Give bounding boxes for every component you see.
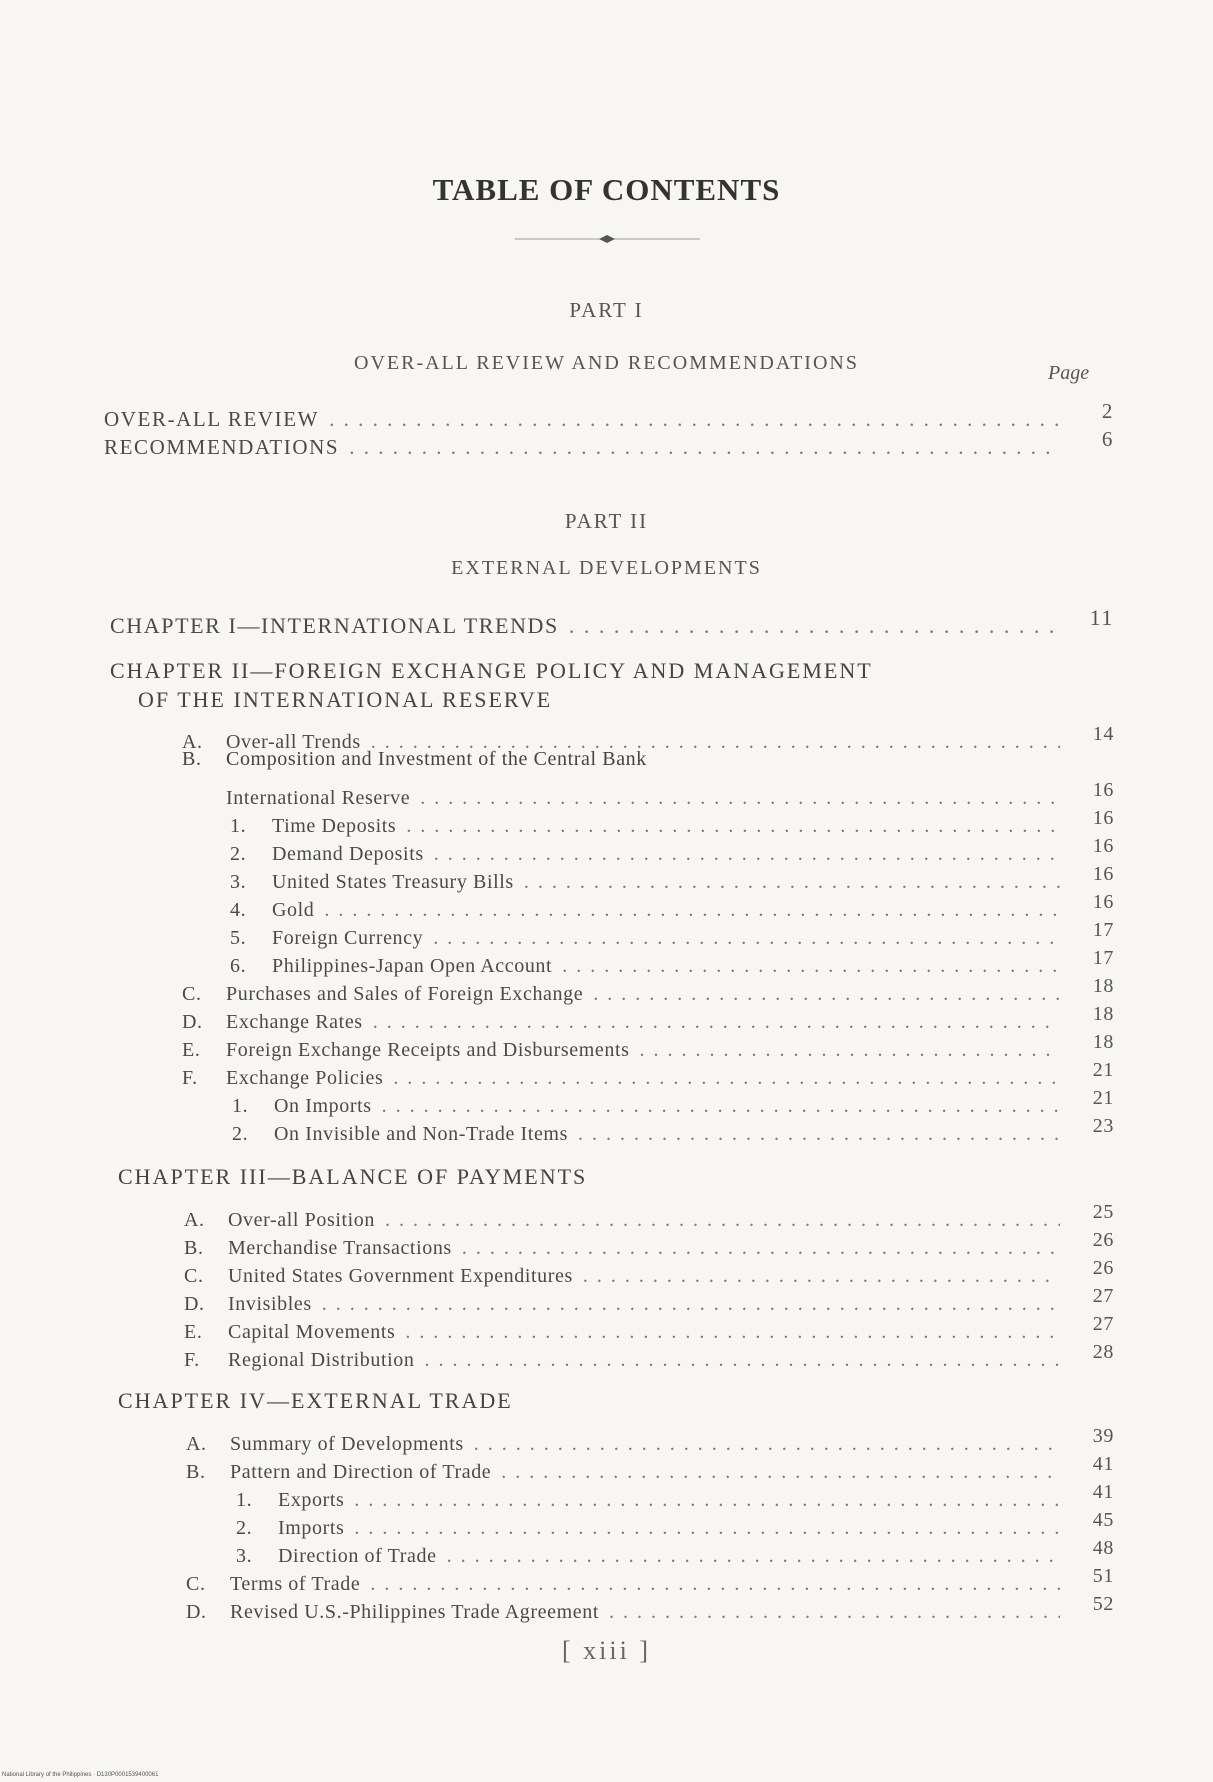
toc-subentry: 2. Demand Deposits . . . 16 <box>230 838 1114 866</box>
part1-label: PART I <box>569 298 644 322</box>
toc-subentry: 4. Gold . . . 16 <box>230 894 1114 922</box>
entry-title: RECOMMENDATIONS <box>104 435 340 459</box>
toc-entry: International Reserve . . . 16 <box>226 782 1114 810</box>
toc-subentry: 3. Direction of Trade . . . 48 <box>236 1540 1114 1568</box>
ornament-divider <box>515 233 700 245</box>
part1-heading: OVER-ALL REVIEW AND RECOMMENDATIONS <box>354 352 859 374</box>
toc-entry: D. Exchange Rates . . . 18 <box>182 1006 1114 1034</box>
page-column-label: Page <box>1048 362 1090 384</box>
part2-label: PART II <box>564 509 649 533</box>
toc-subentry: 2. On Invisible and Non-Trade Items . . . 23 <box>232 1118 1114 1146</box>
toc-entry: D. Invisibles . . . 27 <box>184 1288 1114 1316</box>
toc-entry: A. Over-all Trends . . . 14 <box>182 726 1114 754</box>
chapter-2-title-line1: CHAPTER II—FOREIGN EXCHANGE POLICY AND MANAGEMENT <box>110 658 873 683</box>
toc-subentry: 6. Philippines-Japan Open Account . . . 17 <box>230 950 1114 978</box>
toc-entry: A. Over-all Position . . . 25 <box>184 1204 1114 1232</box>
toc-entry: E. Capital Movements . . . 27 <box>184 1316 1114 1344</box>
toc-entry: C. United States Government Expenditures . . . 26 <box>184 1260 1114 1288</box>
toc-entry-overall-review <box>104 399 1114 432</box>
toc-entry: D. Revised U.S.-Philippines Trade Agreement . . . 52 <box>186 1596 1114 1624</box>
toc-subentry: 3. United States Treasury Bills . . . 16 <box>230 866 1114 894</box>
toc-entry-recommendations <box>104 427 1114 460</box>
toc-subentry: 1. On Imports . . . 21 <box>232 1090 1114 1118</box>
toc-entry: B. Pattern and Direction of Trade . . . 41 <box>186 1456 1114 1484</box>
toc-entry: C. Terms of Trade . . . 51 <box>186 1568 1114 1596</box>
entry-page: 2 <box>1101 399 1114 423</box>
part2-heading: EXTERNAL DEVELOPMENTS <box>451 557 762 579</box>
toc-entry: F. Exchange Policies . . . 21 <box>182 1062 1114 1090</box>
toc-subentry: 2. Imports . . . 45 <box>236 1512 1114 1540</box>
toc-entry: E. Foreign Exchange Receipts and Disbursements . . . 18 <box>182 1034 1114 1062</box>
page-number: [ xiii ] <box>562 1636 651 1665</box>
chapter-4-title: CHAPTER IV—EXTERNAL TRADE <box>118 1388 513 1413</box>
library-footer: National Library of the Philippines · D130P0001539400061 <box>2 1772 159 1778</box>
entry-title: OVER-ALL REVIEW <box>104 407 320 431</box>
chapter-3-title: CHAPTER III—BALANCE OF PAYMENTS <box>118 1164 588 1189</box>
toc-entry: F. Regional Distribution . . . 28 <box>184 1344 1114 1372</box>
page-title: TABLE OF CONTENTS <box>432 172 781 207</box>
entry-page: 6 <box>1101 427 1114 451</box>
toc-subentry: 1. Time Deposits . . . 16 <box>230 810 1114 838</box>
toc-subentry: 1. Exports . . . 41 <box>236 1484 1114 1512</box>
chapter-2-title-line2: OF THE INTERNATIONAL RESERVE <box>138 687 553 712</box>
entry-page: 11 <box>1089 605 1114 630</box>
chapter-title: CHAPTER I—INTERNATIONAL TRENDS <box>110 613 559 638</box>
toc-subentry: 5. Foreign Currency . . . 17 <box>230 922 1114 950</box>
toc-entry: B. Merchandise Transactions . . . 26 <box>184 1232 1114 1260</box>
toc-entry: C. Purchases and Sales of Foreign Exchange . . . 18 <box>182 978 1114 1006</box>
toc-chapter-1 <box>110 605 1114 639</box>
toc-entry: A. Summary of Developments . . . 39 <box>186 1428 1114 1456</box>
toc-entry-b-line1: B. Composition and Investment of the Central Bank <box>182 748 647 770</box>
